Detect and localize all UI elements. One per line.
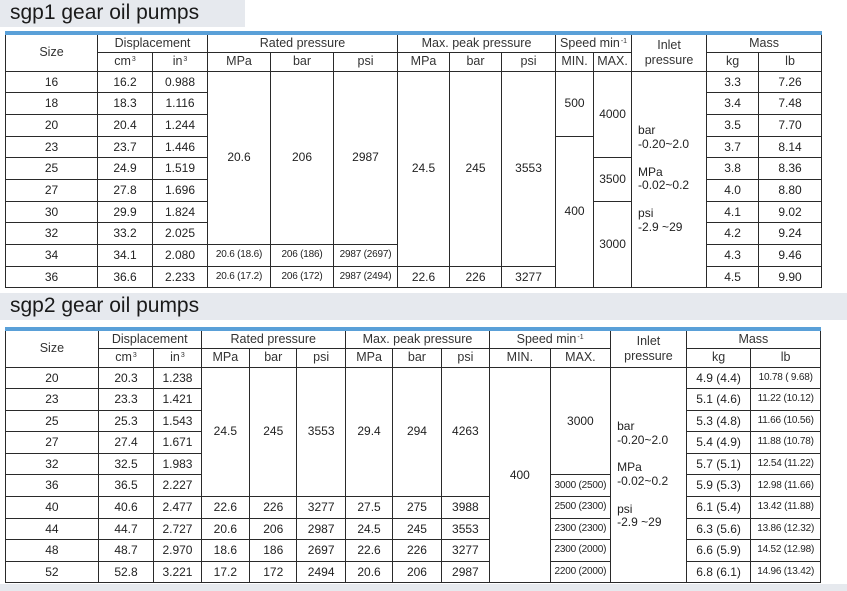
in3-cell: 3.221: [154, 561, 201, 583]
lb-cell: 11.88 (10.78): [751, 432, 821, 454]
size-cell: 48: [6, 540, 99, 562]
lb-cell: 9.46: [759, 245, 822, 267]
size-cell: 25: [6, 158, 98, 180]
peak-psi-header: psi: [441, 348, 489, 367]
speed-max-4000: 4000: [594, 71, 632, 158]
max-peak-pressure-header: Max. peak pressure: [345, 329, 489, 348]
size-cell: 16: [6, 71, 98, 93]
rated-psi-header: psi: [334, 52, 398, 71]
peak-bar-cell: 275: [393, 497, 441, 519]
kg-cell: 6.6 (5.9): [686, 540, 751, 562]
cm3-cell: 20.4: [98, 114, 153, 136]
cm3-header: $cm^3$: [98, 348, 153, 367]
in3-header: $in^3$: [153, 52, 208, 71]
cm3-cell: 44.7: [98, 518, 153, 540]
peak-psi-cell: 3553: [441, 518, 489, 540]
kg-cell: 5.7 (5.1): [686, 453, 751, 475]
in3-cell: 1.983: [154, 453, 201, 475]
rated-bar-cell: 206 (172): [271, 266, 334, 288]
max-peak-pressure-header: Max. peak pressure: [398, 33, 556, 52]
rated-psi-cell: 2987 (2494): [334, 266, 398, 288]
cm3-cell: 25.3: [98, 410, 153, 432]
in3-header: $in^3$: [154, 348, 201, 367]
size-cell: 18: [6, 93, 98, 115]
peak-mpa-cell: 20.6: [345, 561, 392, 583]
speed-max-3000: 3000: [594, 201, 632, 288]
peak-bar-cell: 245: [393, 518, 441, 540]
kg-cell: 6.8 (6.1): [686, 561, 751, 583]
cm3-header: $cm^3$: [98, 52, 153, 71]
cm3-cell: 36.6: [98, 266, 153, 288]
size-cell: 32: [6, 223, 98, 245]
kg-cell: 4.1: [707, 201, 759, 223]
rated-bar-header: bar: [250, 348, 297, 367]
speed-min-400: 400: [490, 367, 551, 583]
rated-bar-cell: 206: [250, 518, 297, 540]
mass-header: Mass: [707, 33, 822, 52]
kg-cell: 3.8: [707, 158, 759, 180]
speed-header: Speed $\min^{-1}$: [556, 33, 632, 52]
size-cell: 32: [6, 453, 99, 475]
lb-cell: 9.90: [759, 266, 822, 288]
lb-cell: 14.96 (13.42): [751, 561, 821, 583]
in3-cell: 1.543: [154, 410, 201, 432]
rated-bar-header: bar: [271, 52, 334, 71]
lb-cell: 11.22 (10.12): [751, 389, 821, 411]
in3-cell: 1.519: [153, 158, 208, 180]
cm3-cell: 27.4: [98, 432, 153, 454]
size-cell: 44: [6, 518, 99, 540]
lb-cell: 8.14: [759, 136, 822, 158]
rated-pressure-header: Rated pressure: [201, 329, 345, 348]
rated-bar-merged: 245: [250, 367, 297, 497]
cm3-cell: 23.7: [98, 136, 153, 158]
in3-cell: 0.988: [153, 71, 208, 93]
peak-psi-merged: 4263: [441, 367, 489, 497]
displacement-header: Displacement: [98, 33, 208, 52]
rated-mpa-merged: 20.6: [208, 71, 271, 245]
lb-cell: 8.36: [759, 158, 822, 180]
peak-mpa-cell: 27.5: [345, 497, 392, 519]
size-cell: 25: [6, 410, 99, 432]
rated-mpa-merged: 24.5: [201, 367, 249, 497]
peak-mpa-header: MPa: [345, 348, 392, 367]
rated-psi-cell: 2697: [297, 540, 345, 562]
lb-cell: 7.48: [759, 93, 822, 115]
rated-psi-cell: 2494: [297, 561, 345, 583]
rated-mpa-cell: 20.6 (17.2): [208, 266, 271, 288]
peak-mpa-cell: 24.5: [345, 518, 392, 540]
peak-bar-cell: 226: [393, 540, 441, 562]
cm3-cell: 20.3: [98, 367, 153, 389]
rated-psi-cell: 3277: [297, 497, 345, 519]
lb-cell: 7.70: [759, 114, 822, 136]
in3-cell: 2.080: [153, 245, 208, 267]
kg-header: kg: [686, 348, 751, 367]
kg-cell: 3.4: [707, 93, 759, 115]
peak-mpa-merged: 29.4: [345, 367, 392, 497]
rated-mpa-header: MPa: [201, 348, 249, 367]
speed-max-3000: 3000: [550, 367, 611, 475]
peak-psi-cell: 3277: [441, 540, 489, 562]
peak-mpa-cell: 22.6: [398, 266, 450, 288]
size-cell: 36: [6, 266, 98, 288]
rated-psi-cell: 2987 (2697): [334, 245, 398, 267]
rated-bar-merged: 206: [271, 71, 334, 245]
sgp2-spec-table: [5, 327, 821, 583]
displacement-header: Displacement: [98, 329, 201, 348]
kg-cell: 4.0: [707, 179, 759, 201]
lb-cell: 13.42 (11.88): [751, 497, 821, 519]
rated-pressure-header: Rated pressure: [208, 33, 398, 52]
speed-min-header: MIN.: [556, 52, 594, 71]
table-row: [6, 518, 821, 540]
kg-cell: 6.1 (5.4): [686, 497, 751, 519]
in3-cell: 1.421: [154, 389, 201, 411]
peak-bar-merged: 294: [393, 367, 441, 497]
table-row: [6, 540, 821, 562]
kg-cell: 4.2: [707, 223, 759, 245]
speed-max-cell: 2500 (2300): [550, 497, 611, 519]
table-row: [6, 561, 821, 583]
cm3-cell: 23.3: [98, 389, 153, 411]
in3-cell: 1.446: [153, 136, 208, 158]
speed-max-3500: 3500: [594, 158, 632, 201]
cm3-cell: 29.9: [98, 201, 153, 223]
peak-bar-header: bar: [450, 52, 502, 71]
cm3-cell: 18.3: [98, 93, 153, 115]
lb-cell: 7.26: [759, 71, 822, 93]
lb-cell: 12.98 (11.66): [751, 475, 821, 497]
cm3-cell: 36.5: [98, 475, 153, 497]
speed-max-cell: 3000 (2500): [550, 475, 611, 497]
speed-min-500: 500: [556, 71, 594, 136]
rated-mpa-cell: 18.6: [201, 540, 249, 562]
rated-bar-cell: 186: [250, 540, 297, 562]
rated-psi-cell: 2987: [297, 518, 345, 540]
rated-mpa-header: MPa: [208, 52, 271, 71]
in3-cell: 2.477: [154, 497, 201, 519]
cm3-cell: 33.2: [98, 223, 153, 245]
peak-bar-header: bar: [393, 348, 441, 367]
size-header: Size: [6, 33, 98, 71]
kg-cell: 6.3 (5.6): [686, 518, 751, 540]
cm3-cell: 52.8: [98, 561, 153, 583]
kg-cell: 5.4 (4.9): [686, 432, 751, 454]
rated-mpa-cell: 22.6: [201, 497, 249, 519]
cm3-cell: 32.5: [98, 453, 153, 475]
kg-cell: 4.5: [707, 266, 759, 288]
size-cell: 36: [6, 475, 99, 497]
size-cell: 52: [6, 561, 99, 583]
speed-header: Speed $\min^{-1}$: [490, 329, 611, 348]
kg-cell: 5.1 (4.6): [686, 389, 751, 411]
in3-cell: 1.671: [154, 432, 201, 454]
in3-cell: 2.233: [153, 266, 208, 288]
size-header: Size: [6, 329, 99, 367]
size-cell: 40: [6, 497, 99, 519]
kg-cell: 3.5: [707, 114, 759, 136]
table-row: [6, 71, 822, 93]
sgp1-title: sgp1 gear oil pumps: [10, 1, 200, 24]
rated-bar-cell: 226: [250, 497, 297, 519]
in3-cell: 1.696: [153, 179, 208, 201]
lb-cell: 12.54 (11.22): [751, 453, 821, 475]
rated-mpa-cell: 20.6 (18.6): [208, 245, 271, 267]
size-cell: 20: [6, 367, 99, 389]
peak-psi-header: psi: [502, 52, 556, 71]
lb-cell: 11.66 (10.56): [751, 410, 821, 432]
lb-cell: 14.52 (12.98): [751, 540, 821, 562]
in3-cell: 1.238: [154, 367, 201, 389]
rated-psi-merged: 3553: [297, 367, 345, 497]
speed-max-cell: 2300 (2300): [550, 518, 611, 540]
inlet-pressure-header: Inlet pressure: [611, 329, 687, 367]
lb-cell: 9.24: [759, 223, 822, 245]
speed-min-header: MIN.: [490, 348, 551, 367]
lb-cell: 8.80: [759, 179, 822, 201]
peak-bar-cell: 226: [450, 266, 502, 288]
lb-cell: 10.78 ( 9.68): [751, 367, 821, 389]
in3-cell: 1.116: [153, 93, 208, 115]
mass-header: Mass: [686, 329, 820, 348]
cm3-cell: 48.7: [98, 540, 153, 562]
size-cell: 23: [6, 136, 98, 158]
in3-cell: 2.970: [154, 540, 201, 562]
in3-cell: 1.244: [153, 114, 208, 136]
inlet-pressure-values: bar -0.20~2.0 MPa -0.02~0.2 psi -2.9 ~29: [632, 71, 707, 288]
speed-max-header: MAX.: [550, 348, 611, 367]
peak-psi-merged: 3553: [502, 71, 556, 266]
kg-cell: 4.3: [707, 245, 759, 267]
inlet-pressure-values: bar -0.20~2.0 MPa -0.02~0.2 psi -2.9 ~29: [611, 367, 687, 583]
speed-min-400: 400: [556, 136, 594, 288]
peak-bar-merged: 245: [450, 71, 502, 266]
rated-psi-merged: 2987: [334, 71, 398, 245]
size-cell: 34: [6, 245, 98, 267]
peak-mpa-merged: 24.5: [398, 71, 450, 266]
cm3-cell: 27.8: [98, 179, 153, 201]
kg-cell: 3.7: [707, 136, 759, 158]
lb-cell: 13.86 (12.32): [751, 518, 821, 540]
cm3-cell: 24.9: [98, 158, 153, 180]
rated-bar-cell: 206 (186): [271, 245, 334, 267]
size-cell: 27: [6, 179, 98, 201]
cm3-cell: 16.2: [98, 71, 153, 93]
lb-header: lb: [759, 52, 822, 71]
bottom-strip: [0, 584, 847, 591]
lb-cell: 9.02: [759, 201, 822, 223]
rated-mpa-cell: 20.6: [201, 518, 249, 540]
kg-cell: 4.9 (4.4): [686, 367, 751, 389]
in3-cell: 2.727: [154, 518, 201, 540]
in3-cell: 2.227: [154, 475, 201, 497]
peak-psi-cell: 3988: [441, 497, 489, 519]
peak-psi-cell: 3277: [502, 266, 556, 288]
speed-max-cell: 2200 (2000): [550, 561, 611, 583]
sgp2-title: sgp2 gear oil pumps: [10, 294, 200, 317]
peak-psi-cell: 2987: [441, 561, 489, 583]
cm3-cell: 40.6: [98, 497, 153, 519]
size-cell: 23: [6, 389, 99, 411]
kg-header: kg: [707, 52, 759, 71]
kg-cell: 5.3 (4.8): [686, 410, 751, 432]
kg-cell: 3.3: [707, 71, 759, 93]
table-row: [6, 497, 821, 519]
size-cell: 27: [6, 432, 99, 454]
lb-header: lb: [751, 348, 821, 367]
table-row: [6, 367, 821, 389]
size-cell: 20: [6, 114, 98, 136]
sgp1-spec-table: [5, 31, 822, 288]
in3-cell: 1.824: [153, 201, 208, 223]
kg-cell: 5.9 (5.3): [686, 475, 751, 497]
cm3-cell: 34.1: [98, 245, 153, 267]
size-cell: 30: [6, 201, 98, 223]
speed-max-header: MAX.: [594, 52, 632, 71]
in3-cell: 2.025: [153, 223, 208, 245]
rated-bar-cell: 172: [250, 561, 297, 583]
speed-max-cell: 2300 (2000): [550, 540, 611, 562]
peak-mpa-header: MPa: [398, 52, 450, 71]
peak-mpa-cell: 22.6: [345, 540, 392, 562]
inlet-pressure-header: Inlet pressure: [632, 33, 707, 71]
peak-bar-cell: 206: [393, 561, 441, 583]
rated-mpa-cell: 17.2: [201, 561, 249, 583]
rated-psi-header: psi: [297, 348, 345, 367]
